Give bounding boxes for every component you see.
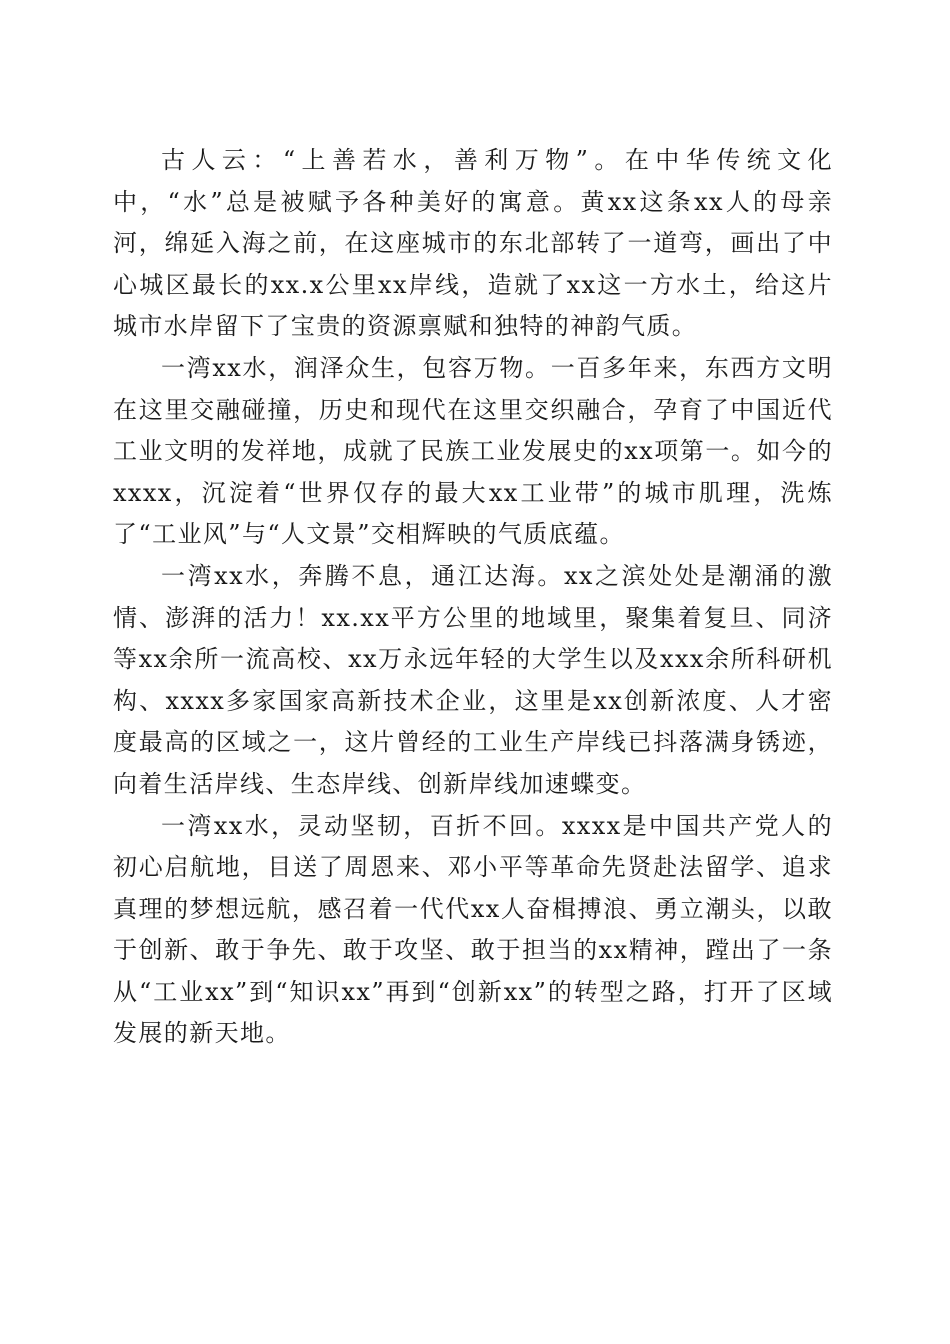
paragraph-4: 一湾xx水，灵动坚韧，百折不回。xxxx是中国共产党人的初心启航地，目送了周恩来、邓小平等革命先贤赴法留学、追求真理的梦想远航，感召着一代代xx人奋楫搏浪、勇立潮头，以敢于创新、敢于争先、敢于攻坚、敢于担当的xx精神，蹚出了一条从“工业xx”到“知识xx”再到“创新xx”的转型之路，打开了区域发展的新天地。 xyxy=(113,811,833,1048)
paragraph-3: 一湾xx水，奔腾不息，通江达海。xx之滨处处是潮涌的激情、澎湃的活力！xx.xx平方公里的地域里，聚集着复旦、同济等xx余所一流高校、xx万永远年轻的大学生以及xxx余所科研机构、xxxx多家国家高新技术企业，这里是xx创新浓度、人才密度最高的区域之一，这片曾经的工业生产岸线已抖落满身锈迹，向着生活岸线、生态岸线、创新岸线加速蝶变。 xyxy=(113,561,833,798)
paragraph-2: 一湾xx水，润泽众生，包容万物。一百多年来，东西方文明在这里交融碰撞，历史和现代在这里交织融合，孕育了中国近代工业文明的发祥地，成就了民族工业发展史的xx项第一。如今的xxxx，沉淀着“世界仅存的最大xx工业带”的城市肌理，洗炼了“工业风”与“人文景”交相辉映的气质底蕴。 xyxy=(113,353,833,549)
paragraph-1: 古人云：“上善若水，善利万物”。在中华传统文化中，“水”总是被赋予各种美好的寓意。黄xx这条xx人的母亲河，绵延入海之前，在这座城市的东北部转了一道弯，画出了中心城区最长的xx.x公里xx岸线，造就了xx这一方水土，给这片城市水岸留下了宝贵的资源禀赋和独特的神韵气质。 xyxy=(113,146,833,341)
document-body xyxy=(113,140,833,1055)
